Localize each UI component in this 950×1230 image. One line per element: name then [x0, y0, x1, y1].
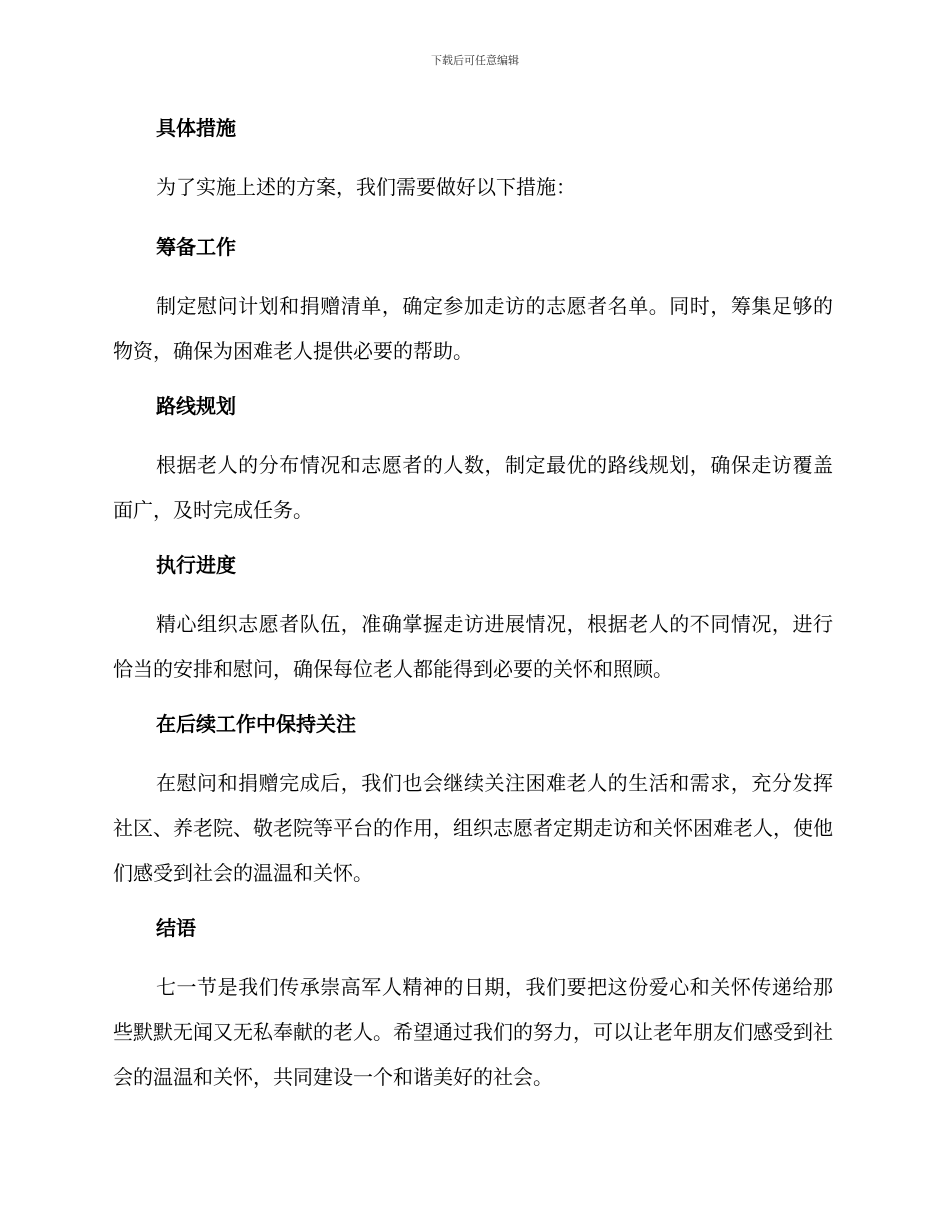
section-heading-route-planning: 路线规划 — [156, 394, 236, 418]
section-paragraph-measures: 为了实施上述的方案，我们需要做好以下措施： — [156, 175, 576, 199]
section-heading-measures: 具体措施 — [156, 116, 236, 140]
section-heading-preparation: 筹备工作 — [156, 235, 236, 259]
section-paragraph-preparation: 制定慰问计划和捐赠清单，确定参加走访的志愿者名单。同时，筹集足够的物资，确保为困难老人提供必要的帮助。 — [113, 294, 833, 363]
section-paragraph-follow-up: 在慰问和捐赠完成后，我们也会继续关注困难老人的生活和需求，充分发挥社区、养老院、敬老院等平台的作用，组织志愿者定期走访和关怀困难老人，使他们感受到社会的温温和关怀。 — [113, 771, 833, 885]
section-paragraph-execution-progress: 精心组织志愿者队伍，准确掌握走访进展情况，根据老人的不同情况，进行恰当的安排和慰问，确保每位老人都能得到必要的关怀和照顾。 — [113, 612, 833, 681]
section-heading-conclusion: 结语 — [156, 916, 196, 940]
section-paragraph-conclusion: 七一节是我们传承崇高军人精神的日期，我们要把这份爱心和关怀传递给那些默默无闻又无私奉献的老人。希望通过我们的努力，可以让老年朋友们感受到社会的温温和关怀，共同建设一个和谐美好的社会。 — [113, 975, 833, 1089]
section-paragraph-route-planning: 根据老人的分布情况和志愿者的人数，制定最优的路线规划，确保走访覆盖面广，及时完成任务。 — [113, 453, 833, 522]
section-heading-follow-up: 在后续工作中保持关注 — [156, 712, 356, 736]
document-body — [113, 108, 833, 1112]
section-heading-execution-progress: 执行进度 — [156, 553, 236, 577]
page-header: 下载后可任意编辑 — [431, 54, 519, 67]
